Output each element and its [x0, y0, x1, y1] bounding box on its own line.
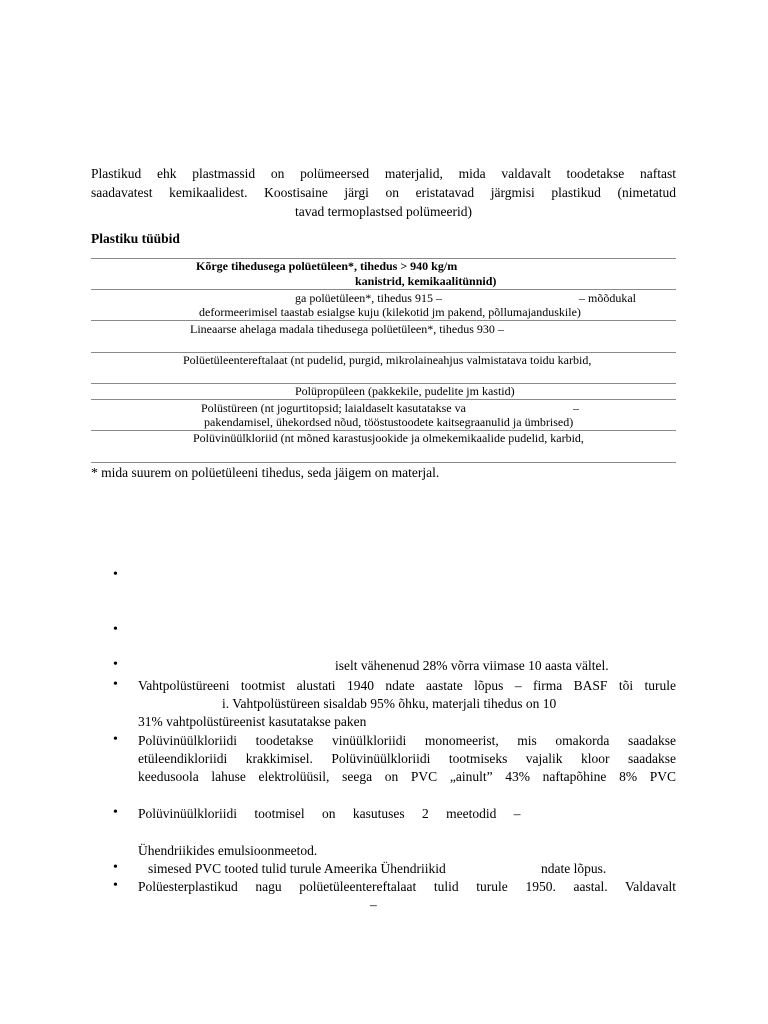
table-rule — [91, 462, 676, 463]
table-footnote: * mida suurem on polüetüleeni tihedus, seda jäigem on materjal. — [91, 465, 440, 480]
bullet-text: Polüvinüülkloriidi tootmisel on kasutuses 2 meetodid – — [138, 806, 521, 821]
table-rule — [91, 399, 676, 400]
table-rule — [91, 289, 676, 290]
intro-line-3: tavad termoplastsed polümeerid) — [295, 204, 472, 219]
bullet-marker: • — [113, 622, 118, 637]
bullet-marker: • — [113, 878, 118, 893]
bullet-text: Polüvinüülkloriidi toodetakse vinüülkloriidi monomeerist, mis omakorda saadakse — [138, 733, 676, 748]
bullet-text: i. Vahtpolüstüreen sisaldab 95% õhku, materjali tihedus on 10 — [222, 696, 557, 711]
table-cell: Kõrge tihedusega polüetüleen*, tihedus > 940 kg/m — [196, 259, 458, 273]
table-cell: Polüstüreen (nt jogurtitopsid; laialdaselt kasutatakse va — [201, 401, 466, 415]
table-cell: kanistrid, kemikaalitünnid) — [355, 274, 497, 288]
bullet-text: 31% vahtpolüstüreenist kasutatakse paken — [138, 714, 367, 729]
intro-line-1: Plastikud ehk plastmassid on polümeersed materjalid, mida valdavalt toodetakse naftast — [91, 166, 676, 181]
bullet-marker: • — [113, 567, 118, 582]
bullet-text: etüleendikloriidi krakkimisel. Polüvinüülkloriidi tootmiseks vajalik kloor saadakse — [138, 751, 676, 766]
intro-line-2: saadavatest kemikaalidest. Koostisaine järgi on eristatavad järgmisi plastikud (nimetatud — [91, 185, 676, 200]
table-cell: Polüvinüülkloriid (nt mõned karastusjookide ja olmekemikaalide pudelid, karbid, — [193, 431, 584, 445]
bullet-marker: • — [113, 732, 118, 747]
table-cell: Lineaarse ahelaga madala tihedusega polüetüleen*, tihedus 930 – — [190, 322, 504, 336]
bullet-marker: • — [113, 677, 118, 692]
bullet-text: ndate lõpus. — [541, 861, 607, 876]
bullet-marker: • — [113, 805, 118, 820]
bullet-text: iselt vähenenud 28% võrra viimase 10 aasta vältel. — [335, 658, 609, 673]
table-cell: Polüpropüleen (pakkekile, pudelite jm kastid) — [295, 384, 515, 398]
table-cell: Polüetüleentereftalaat (nt pudelid, purgid, mikrolaineahjus valmistatava toidu karbid, — [183, 353, 592, 367]
bullet-text: Ühendriikides emulsioonmeetod. — [138, 843, 318, 858]
bullet-text: Polüesterplastikud nagu polüetüleentereftalaat tulid turule 1950. aastal. Valdavalt — [138, 879, 676, 894]
table-cell: – — [573, 401, 579, 415]
bullet-text: Vahtpolüstüreeni tootmist alustati 1940 ndate aastate lõpus – firma BASF tõi turule — [138, 678, 676, 693]
bullet-text: simesed PVC tooted tulid turule Ameerika Ühendriikid — [148, 861, 446, 876]
section-heading: Plastiku tüübid — [91, 231, 180, 246]
bullet-marker: • — [113, 657, 118, 672]
table-cell: – mõõdukal — [579, 291, 636, 305]
table-cell: deformeerimisel taastab esialgse kuju (kilekotid jm pakend, põllumajanduskile) — [199, 305, 581, 319]
bullet-text: keedusoola lahuse elektrolüüsil, seega on PVC „ainult” 43% naftapõhine 8% PVC — [138, 769, 676, 784]
bullet-marker: • — [113, 860, 118, 875]
table-rule — [91, 320, 676, 321]
bullet-text: – — [370, 897, 377, 912]
table-cell: pakendamisel, ühekordsed nõud, tööstustoodete kaitsegraanulid ja ümbrised) — [204, 415, 574, 429]
table-cell: ga polüetüleen*, tihedus 915 – — [295, 291, 442, 305]
